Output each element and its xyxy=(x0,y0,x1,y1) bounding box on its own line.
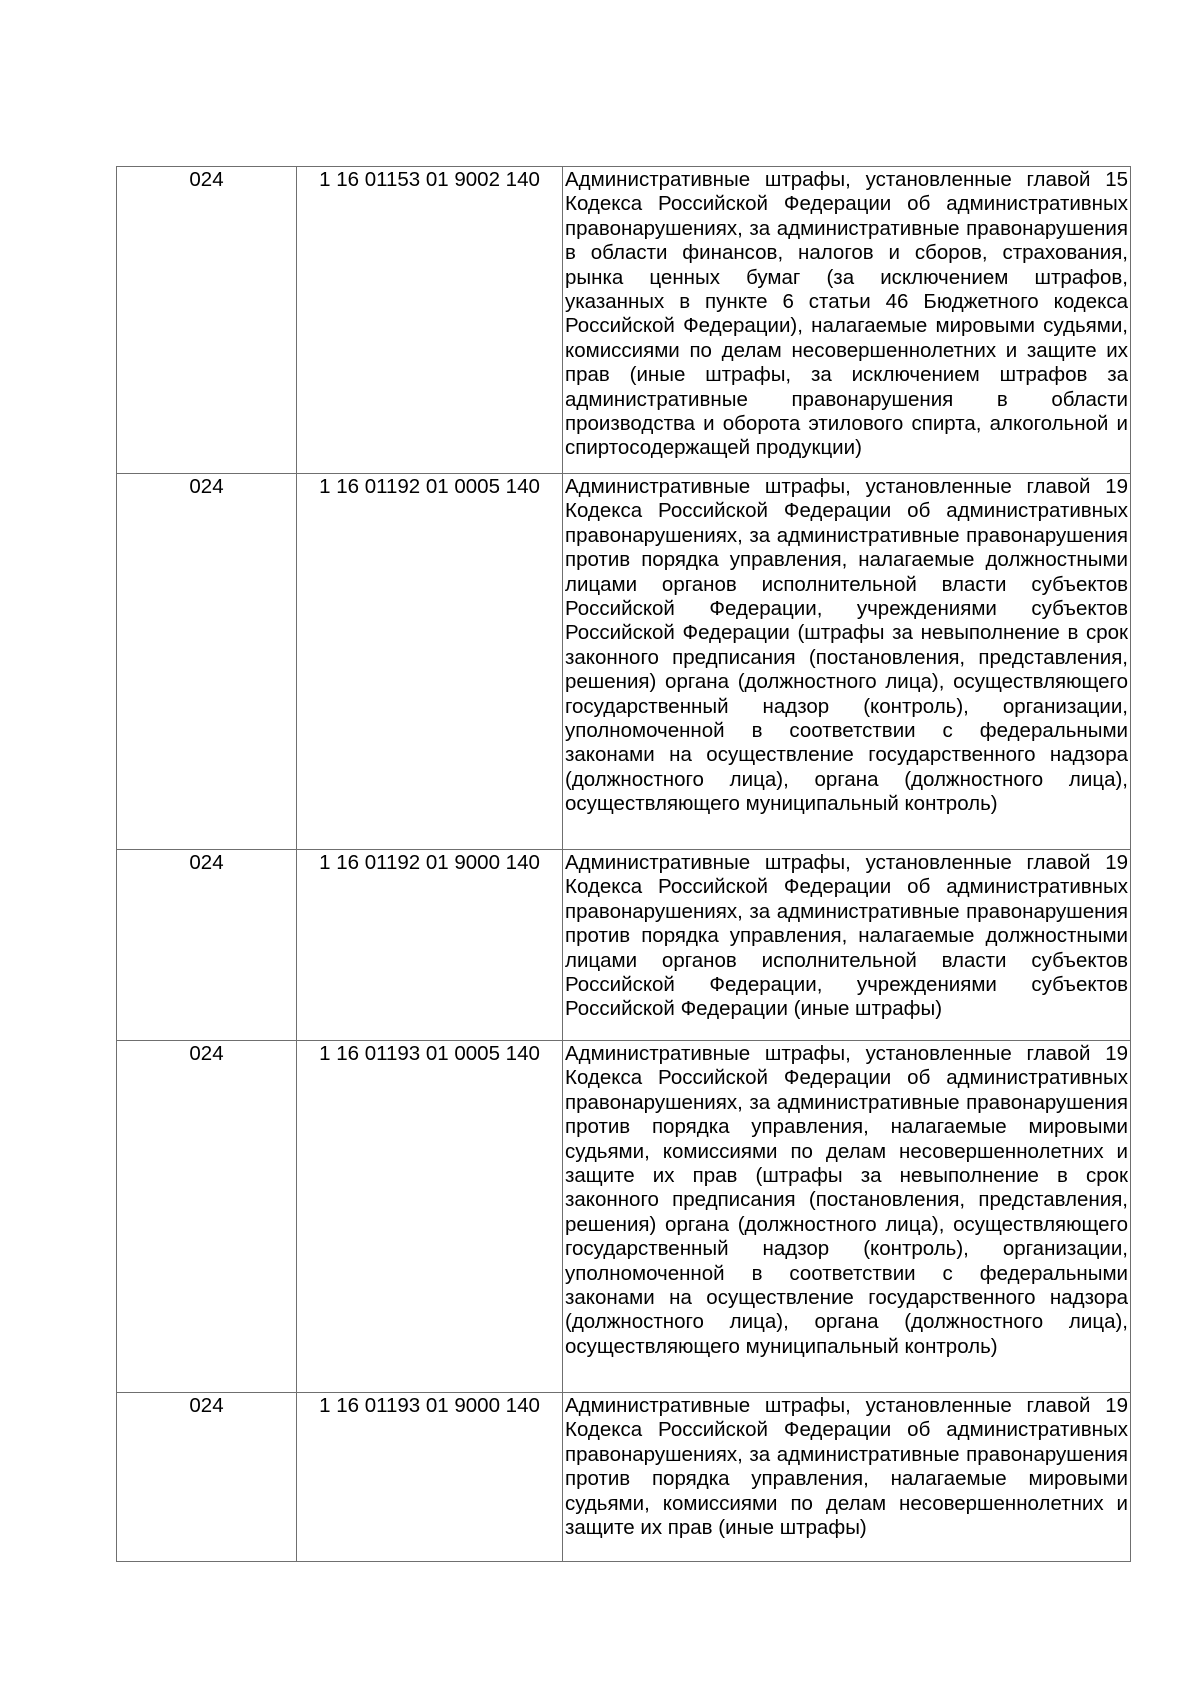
table-row xyxy=(117,850,1131,1041)
budget-classification-code-cell: 1 16 01193 01 0005 140 xyxy=(297,1041,563,1393)
revenue-description-text: Административные штрафы, установленные главой 19 Кодекса Российской Федерации об административных правонарушениях, за административные правонарушения против порядка управления, налагаемые должностными лицами органов исполнительной власти субъектов Российской Федерации, учреждениями субъектов Российской Федерации (штрафы за невыполнение в срок законного предписания (постановления, представления, решения) органа (должностного лица), осуществляющего государственный надзор (контроль), организации, уполномоченной в соответствии с федеральными законами на осуществление государственного надзора (должностного лица), органа (должностного лица), осуществляющего муниципальный контроль) xyxy=(565,475,1128,816)
admin-code-cell: 024 xyxy=(117,1393,297,1562)
revenue-description-cell xyxy=(563,1041,1131,1393)
admin-code-cell: 024 xyxy=(117,474,297,850)
revenue-description-cell xyxy=(563,167,1131,474)
admin-code-cell: 024 xyxy=(117,1041,297,1393)
budget-classification-code-cell: 1 16 01192 01 9000 140 xyxy=(297,850,563,1041)
table-row xyxy=(117,1041,1131,1393)
revenue-description-text: Административные штрафы, установленные главой 19 Кодекса Российской Федерации об административных правонарушениях, за административные правонарушения против порядка управления, налагаемые мировыми судьями, комиссиями по делам несовершеннолетних и защите их прав (иные штрафы) xyxy=(565,1394,1128,1540)
revenue-description-cell xyxy=(563,1393,1131,1562)
revenue-description-text: Административные штрафы, установленные главой 19 Кодекса Российской Федерации об административных правонарушениях, за административные правонарушения против порядка управления, налагаемые мировыми судьями, комиссиями по делам несовершеннолетних и защите их прав (штрафы за невыполнение в срок законного предписания (постановления, представления, решения) органа (должностного лица), осуществляющего государственный надзор (контроль), организации, уполномоченной в соответствии с федеральными законами на осуществление государственного надзора (должностного лица), органа (должностного лица), осуществляющего муниципальный контроль) xyxy=(565,1042,1128,1358)
revenue-description-cell xyxy=(563,474,1131,850)
table-row xyxy=(117,1393,1131,1562)
admin-code-cell: 024 xyxy=(117,850,297,1041)
budget-classification-code-cell: 1 16 01193 01 9000 140 xyxy=(297,1393,563,1562)
budget-classification-code-cell: 1 16 01192 01 0005 140 xyxy=(297,474,563,850)
table-row xyxy=(117,167,1131,474)
revenue-description-text: Административные штрафы, установленные главой 19 Кодекса Российской Федерации об административных правонарушениях, за административные правонарушения против порядка управления, налагаемые должностными лицами органов исполнительной власти субъектов Российской Федерации, учреждениями субъектов Российской Федерации (иные штрафы) xyxy=(565,851,1128,1021)
admin-code-cell: 024 xyxy=(117,167,297,474)
budget-codes-table xyxy=(116,166,1131,1562)
budget-classification-code-cell: 1 16 01153 01 9002 140 xyxy=(297,167,563,474)
revenue-description-text: Административные штрафы, установленные главой 15 Кодекса Российской Федерации об административных правонарушениях, за административные правонарушения в области финансов, налогов и сборов, страхования, рынка ценных бумаг (за исключением штрафов, указанных в пункте 6 статьи 46 Бюджетного кодекса Российской Федерации), налагаемые мировыми судьями, комиссиями по делам несовершеннолетних и защите их прав (иные штрафы, за исключением штрафов за административные правонарушения в области производства и оборота этилового спирта, алкогольной и спиртосодержащей продукции) xyxy=(565,168,1128,460)
revenue-description-cell xyxy=(563,850,1131,1041)
table-row xyxy=(117,474,1131,850)
